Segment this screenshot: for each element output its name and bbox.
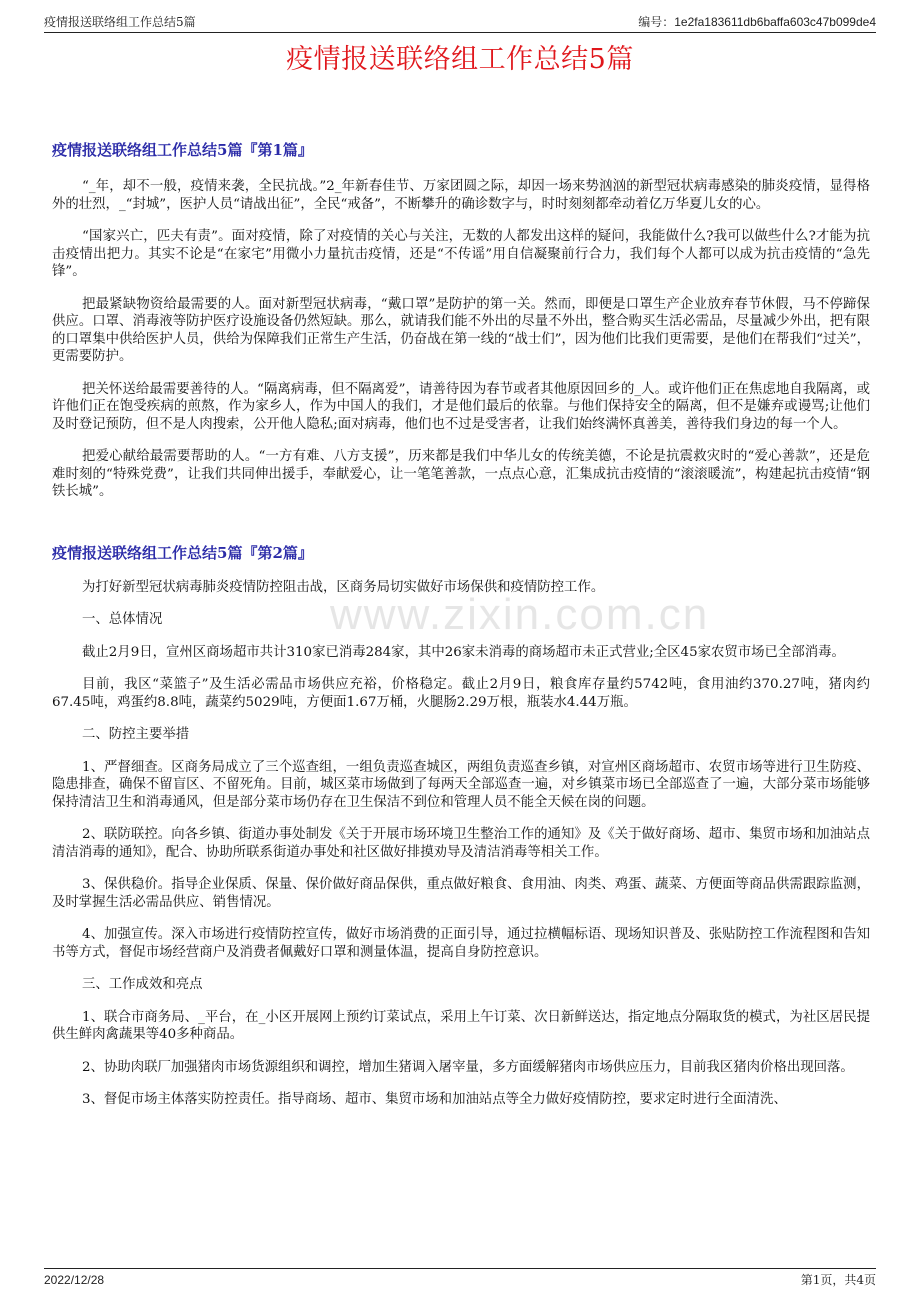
footer-page-number: 第1页，共4页 — [800, 1273, 876, 1287]
body-paragraph: 把最紧缺物资给最需要的人。面对新型冠状病毒，“戴口罩”是防护的第一关。然而，即便是口罩生产企业放弃春节休假，马不停蹄保供应。口罩、消毒液等防护医疗设施设备仍然短缺。那么，就请我们能不外出的尽量不外出，整合购买生活必需品，尽量减少外出，把有限的口罩集中供给医护人员，供给为保障我们正常生产生活，仍奋战在第一线的“战士们”，因为他们比我们更需要，是他们在帮我们“过关”，更需要防护。 — [52, 296, 870, 364]
body-paragraph: 把关怀送给最需要善待的人。“隔离病毒，但不隔离爱”，请善待因为春节或者其他原因回乡的_人。或许他们正在焦虑地自我隔离，或许他们正在饱受疾病的煎熬，作为家乡人，作为中国人的我们，才是他们最后的依靠。与他们保持安全的隔离，但不是嫌弃或谩骂;让他们及时登记预防，但不是人肉搜索，公开他人隐私;面对病毒，他们也不过是受害者，让我们始终满怀真善美，善待我们身边的每一个人。 — [52, 381, 870, 432]
document-section — [52, 140, 870, 501]
body-paragraph: 2、协助肉联厂加强猪肉市场货源组织和调控，增加生猪调入屠宰量，多方面缓解猪肉市场供应压力，目前我区猪肉价格出现回落。 — [82, 1059, 854, 1075]
body-paragraph: 3、保供稳价。指导企业保质、保量、保价做好商品保供，重点做好粮食、食用油、肉类、鸡蛋、蔬菜、方便面等商品供需跟踪监测，及时掌握生活必需品供应、销售情况。 — [52, 877, 870, 910]
body-paragraph: 一、总体情况 — [82, 612, 163, 627]
header-doc-name: 疫情报送联络组工作总结5篇 — [44, 15, 196, 29]
body-paragraph: 截止2月9日，宣州区商场超市共计310家已消毒284家，其中26家未消毒的商场超市未正式营业;全区45家农贸市场已全部消毒。 — [82, 644, 845, 660]
body-paragraph: 3、督促市场主体落实防控责任。指导商场、超市、集贸市场和加油站点等全力做好疫情防控，要求定时进行全面清洗、 — [82, 1092, 787, 1107]
body-paragraph: 1、严督细查。区商务局成立了三个巡查组，一组负责巡查城区，两组负责巡查乡镇，对宣州区商场超市、农贸市场等进行卫生防疫、隐患排查，确保不留盲区、不留死角。目前，城区菜市场做到了每两天全部巡查一遍，对乡镇菜市场已全部巡查了一遍，大部分菜市场能够保持清洁卫生和消毒通风，但是部分菜市场仍存在卫生保洁不到位和管理人员不能全天候在岗的问题。 — [52, 759, 870, 810]
body-paragraph: 为打好新型冠状病毒肺炎疫情防控阻击战，区商务局切实做好市场保供和疫情防控工作。 — [82, 579, 605, 595]
section-heading: 疫情报送联络组工作总结5篇『第2篇』 — [52, 543, 313, 562]
body-paragraph: “国家兴亡，匹夫有责”。面对疫情，除了对疫情的关心与关注，无数的人都发出这样的疑问，我能做什么?我可以做些什么?才能为抗击疫情出把力。其实不论是“在家宅”用微小力量抗击疫情，还是“不传谣”用自信凝聚前行合力，我们每个人都可以成为抗击疫情的“急先锋”。 — [52, 229, 870, 279]
header-doc-id: 编号：1e2fa183611db6baffa603c47b099de4 — [638, 15, 876, 29]
page-footer — [44, 1268, 876, 1289]
body-paragraph: 2、联防联控。向各乡镇、街道办事处制发《关于开展市场环境卫生整治工作的通知》及《关于做好商场、超市、集贸市场和加油站点清洁消毒的通知》，配合、协助所联系街道办事处和社区做好排摸劝导及清洁消毒等相关工作。 — [52, 827, 870, 860]
watermark-text: www.zixin.com.cn — [330, 590, 710, 639]
body-paragraph: 1、联合市商务局、_平台，在_小区开展网上预约订菜试点，采用上午订菜、次日新鲜送达，指定地点分隔取货的模式，为社区居民提供生鲜肉禽蔬果等40多种商品。 — [52, 1009, 870, 1042]
body-paragraph: 把爱心献给最需要帮助的人。“一方有难、八方支援”，历来都是我们中华儿女的传统美德，不论是抗震救灾时的“爱心善款”，还是危难时刻的“特殊党费”，让我们共同伸出援手，奉献爱心，让一笔笔善款，一点点心意，汇集成抗击疫情的“滚滚暖流”，构建起抗击疫情“钢铁长城”。 — [52, 449, 870, 499]
footer-date: 2022/12/28 — [44, 1273, 105, 1287]
document-body — [52, 140, 870, 1109]
body-paragraph: 三、工作成效和亮点 — [82, 977, 203, 992]
body-paragraph: “_年，却不一般，疫情来袭，全民抗战。”2_年新春佳节、万家团圆之际，却因一场来势汹汹的新型冠状病毒感染的肺炎疫情，显得格外的壮烈，_“封城”，医护人员“请战出征”，全民“戒备”，不断攀升的确诊数字与，时时刻刻都牵动着亿万华夏儿女的心。 — [52, 179, 870, 212]
section-heading: 疫情报送联络组工作总结5篇『第1篇』 — [52, 141, 313, 159]
page-header — [44, 12, 876, 33]
document-title: 疫情报送联络组工作总结5篇 — [286, 44, 634, 75]
body-paragraph: 4、加强宣传。深入市场进行疫情防控宣传，做好市场消费的正面引导，通过拉横幅标语、现场知识普及、张贴防控工作流程图和告知书等方式，督促市场经营商户及消费者佩戴好口罩和测量体温，提高自身防控意识。 — [52, 927, 870, 960]
body-paragraph: 目前，我区“菜篮子”及生活必需品市场供应充裕，价格稳定。截止2月9日，粮食库存量约5742吨，食用油约370.27吨，猪肉约67.45吨，鸡蛋约8.8吨，蔬菜约5029吨，方便面1.67万桶，火腿肠2.29万根，瓶装水4.44万瓶。 — [52, 677, 870, 710]
document-section — [52, 543, 870, 1109]
body-paragraph: 二、防控主要举措 — [82, 727, 190, 742]
